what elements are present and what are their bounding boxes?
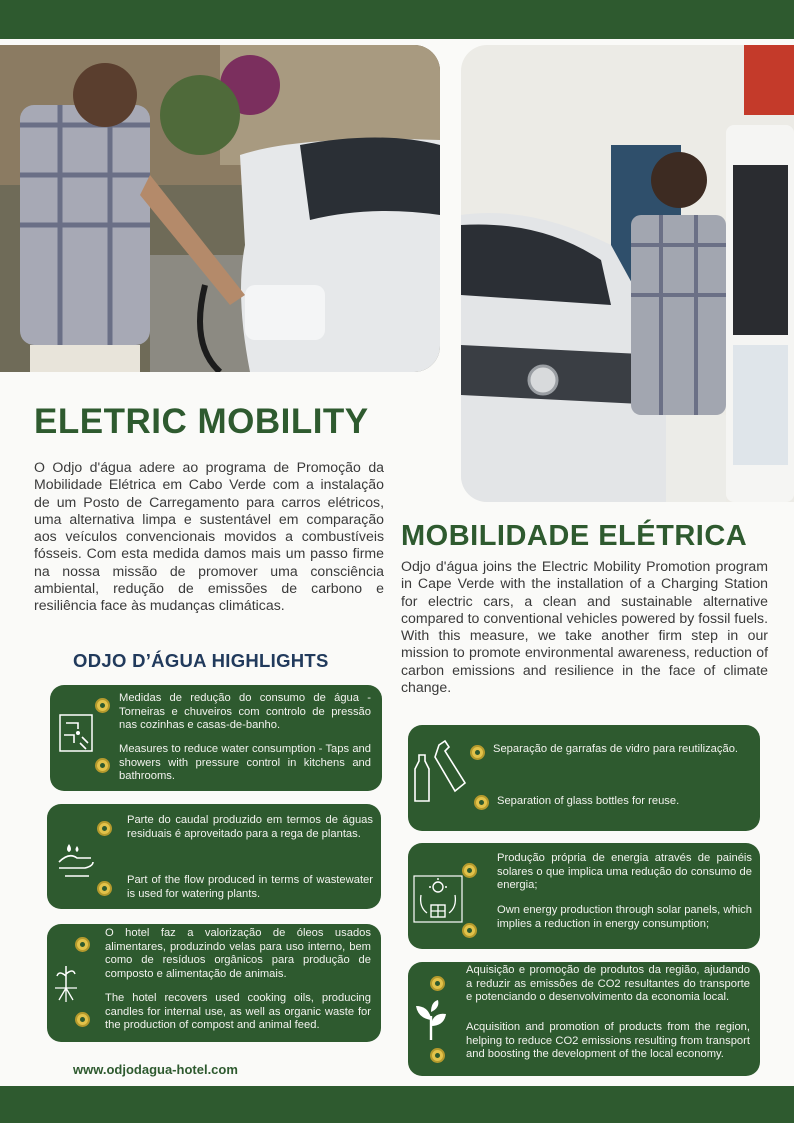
highlight-text-pt: Aquisição e promoção de produtos da região, ajudando a reduzir as emissões de CO2 resultantes do transporte e potenciando o desenvolvimento da economia local.	[466, 964, 750, 1004]
highlight-text-pt: O hotel faz a valorização de óleos usados alimentares, produzindo velas para uso interno, bem como de resíduos orgânicos para produção de composto e alimentação de animais.	[105, 927, 371, 980]
bullet-icon	[95, 698, 110, 713]
photo-man-with-volkswagen	[461, 45, 794, 502]
highlight-card-oils	[47, 924, 381, 1042]
bullet-icon	[462, 863, 477, 878]
bullet-icon	[75, 937, 90, 952]
highlight-card-local	[408, 962, 760, 1076]
highlight-text-pt: Separação de garrafas de vidro para reutilização.	[493, 743, 739, 755]
bullet-icon	[75, 1012, 90, 1027]
paragraph-english: Odjo d'água joins the Electric Mobility Promotion program in Cape Verde with the installation of a Charging Station for electric cars, a clean and sustainable alternative compared to conventional vehicles powered by fossil fuels. With this measure, we take another firm step in our mission to promote environmental awareness, reduction of carbon emissions and resilience in the face of climate change.	[401, 558, 768, 696]
bullet-icon	[430, 1048, 445, 1063]
title-portuguese: MOBILIDADE ELÉTRICA	[401, 520, 748, 552]
paragraph-portuguese: O Odjo d'água adere ao programa de Promoção da Mobilidade Elétrica em Cabo Verde com a instalação de um Posto de Carregamento para carros elétricos, uma alternativa limpa e sustentável em comparação aos veículos convencionais movidos a combustíveis fósseis. Com esta medida damos mais um passo firme na nossa missão de promover uma consciência ambiental, redução de emissões de carbono e resiliência face às mudanças climáticas.	[34, 459, 384, 614]
solar-energy-icon	[413, 875, 463, 923]
highlight-card-wastewater	[47, 804, 381, 909]
glass-bottles-icon	[413, 739, 471, 809]
highlight-text-en: Part of the flow produced in terms of wastewater is used for watering plants.	[127, 874, 373, 900]
highlight-text-en: Measures to reduce water consumption - Taps and showers with pressure control in kitchens and bathrooms.	[119, 743, 371, 783]
bullet-icon	[470, 745, 485, 760]
bullet-icon	[474, 795, 489, 810]
bullet-icon	[97, 881, 112, 896]
highlight-text-en: Separation of glass bottles for reuse.	[497, 795, 680, 807]
bottom-banner	[0, 1086, 794, 1123]
website-link[interactable]: www.odjodagua-hotel.com	[73, 1062, 238, 1077]
highlight-text-en: Acquisition and promotion of products from the region, helping to reduce CO2 emissions resulting from transport and boosting the development of the local economy.	[466, 1021, 750, 1061]
highlight-card-water	[50, 685, 382, 791]
shower-tap-icon	[58, 713, 94, 753]
title-english: ELETRIC MOBILITY	[34, 402, 369, 441]
highlight-text-pt: Produção própria de energia através de painéis solares o que implica uma redução do consumo de energia;	[497, 852, 752, 892]
bullet-icon	[97, 821, 112, 836]
bullet-icon	[462, 923, 477, 938]
highlights-title: ODJO D’ÁGUA HIGHLIGHTS	[73, 650, 329, 671]
highlight-text-en: The hotel recovers used cooking oils, producing candles for internal use, as well as organic waste for the production of compost and animal feed.	[105, 992, 371, 1032]
photo-man-charging-car	[0, 45, 440, 372]
highlight-card-solar	[408, 843, 760, 949]
highlight-card-glass	[408, 725, 760, 831]
sprout-icon	[414, 998, 448, 1042]
hand-watering-icon	[55, 840, 97, 880]
highlight-text-en: Own energy production through solar panels, which implies a reduction in energy consumption;	[497, 904, 752, 930]
highlight-text-pt: Medidas de redução do consumo de água - Torneiras e chuveiros com controlo de pressão nas cozinhas e casas-de-banho.	[119, 692, 371, 732]
bullet-icon	[430, 976, 445, 991]
plant-roots-icon	[51, 962, 81, 1004]
bullet-icon	[95, 758, 110, 773]
highlight-text-pt: Parte do caudal produzido em termos de águas residuais é aproveitado para a rega de plantas.	[127, 814, 373, 840]
top-banner	[0, 0, 794, 39]
